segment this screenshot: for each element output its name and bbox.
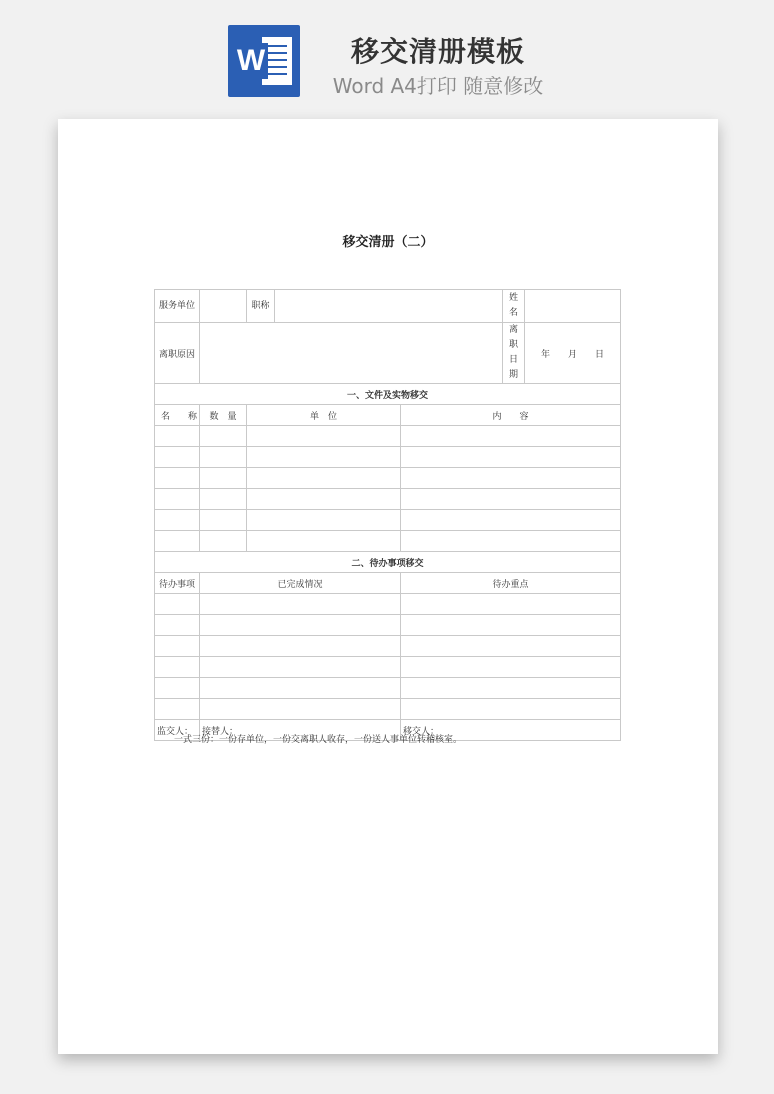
- unit-cell[interactable]: [247, 489, 401, 510]
- col-content-header: 内 容: [401, 405, 621, 426]
- banner-subtitle: Word A4打印 随意修改: [332, 74, 544, 98]
- focus-cell[interactable]: [401, 678, 621, 699]
- pending-cell[interactable]: [155, 657, 200, 678]
- content-cell[interactable]: [401, 447, 621, 468]
- focus-cell[interactable]: [401, 636, 621, 657]
- col-focus-header: 待办重点: [401, 573, 621, 594]
- name-cell[interactable]: [155, 468, 200, 489]
- table-row: [155, 657, 621, 678]
- table-row: [155, 678, 621, 699]
- date-value: 年 月 日: [525, 323, 621, 384]
- focus-cell[interactable]: [401, 699, 621, 720]
- document-title: 移交清册（二）: [342, 235, 434, 250]
- completed-cell[interactable]: [200, 678, 401, 699]
- position-field[interactable]: [275, 290, 503, 323]
- successor-label[interactable]: 接替人：: [200, 720, 401, 741]
- word-icon: [228, 25, 300, 97]
- unit-cell[interactable]: [247, 426, 401, 447]
- table-row: [155, 290, 621, 323]
- banner-title: 移交清册模板: [350, 35, 525, 68]
- table-row: [155, 510, 621, 531]
- col-quantity-header: 数 量: [200, 405, 247, 426]
- section2-title: 二、待办事项移交: [155, 552, 621, 573]
- word-icon-letter: W: [234, 43, 268, 79]
- table-row: [155, 636, 621, 657]
- unit-cell[interactable]: [247, 468, 401, 489]
- service-unit-label: 服务单位: [155, 290, 200, 323]
- table-row: [155, 699, 621, 720]
- table-row: [155, 384, 621, 405]
- quantity-cell[interactable]: [200, 489, 247, 510]
- pending-cell[interactable]: [155, 636, 200, 657]
- content-cell[interactable]: [401, 510, 621, 531]
- pending-cell[interactable]: [155, 678, 200, 699]
- focus-cell[interactable]: [401, 594, 621, 615]
- focus-cell[interactable]: [401, 615, 621, 636]
- content-cell[interactable]: [401, 531, 621, 552]
- name-cell[interactable]: [155, 447, 200, 468]
- supervisor-label[interactable]: 监交人：: [155, 720, 200, 741]
- col-completed-header: 已完成情况: [200, 573, 401, 594]
- completed-cell[interactable]: [200, 615, 401, 636]
- handover-form: [154, 289, 621, 741]
- position-label: 职称: [247, 290, 275, 323]
- table-row: [155, 468, 621, 489]
- transferor-label[interactable]: 移交人：: [401, 720, 621, 741]
- quantity-cell[interactable]: [200, 447, 247, 468]
- name-cell[interactable]: [155, 489, 200, 510]
- reason-label: 离职原因: [155, 323, 200, 384]
- table-row: [155, 531, 621, 552]
- table-row: [155, 489, 621, 510]
- unit-cell[interactable]: [247, 447, 401, 468]
- name-cell[interactable]: [155, 510, 200, 531]
- name-label: 姓名: [503, 290, 525, 323]
- table-row: [155, 447, 621, 468]
- section1-title: 一、文件及实物移交: [155, 384, 621, 405]
- content-cell[interactable]: [401, 426, 621, 447]
- table-row: [155, 405, 621, 426]
- service-unit-field[interactable]: [200, 290, 247, 323]
- col-pending-header: 待办事项: [155, 573, 200, 594]
- quantity-cell[interactable]: [200, 468, 247, 489]
- table-row: [155, 573, 621, 594]
- content-cell[interactable]: [401, 489, 621, 510]
- unit-cell[interactable]: [247, 531, 401, 552]
- date-label: 离职日期: [503, 323, 525, 384]
- document-page: [58, 119, 718, 1054]
- pending-cell[interactable]: [155, 615, 200, 636]
- table-row: [155, 426, 621, 447]
- pending-cell[interactable]: [155, 699, 200, 720]
- quantity-cell[interactable]: [200, 531, 247, 552]
- name-cell[interactable]: [155, 426, 200, 447]
- col-unit-header: 单 位: [247, 405, 401, 426]
- quantity-cell[interactable]: [200, 510, 247, 531]
- content-cell[interactable]: [401, 468, 621, 489]
- name-field[interactable]: [525, 290, 621, 323]
- completed-cell[interactable]: [200, 657, 401, 678]
- col-name-header: 名 称: [155, 405, 200, 426]
- table-row: [155, 615, 621, 636]
- completed-cell[interactable]: [200, 699, 401, 720]
- table-row: [155, 594, 621, 615]
- banner: [0, 0, 774, 110]
- unit-cell[interactable]: [247, 510, 401, 531]
- reason-field[interactable]: [200, 323, 503, 384]
- distribution-note: 一式三份：一份存单位，一份交离职人收存，一份送人事单位转稽核室。: [174, 735, 463, 745]
- focus-cell[interactable]: [401, 657, 621, 678]
- pending-cell[interactable]: [155, 594, 200, 615]
- table-row: [155, 552, 621, 573]
- quantity-cell[interactable]: [200, 426, 247, 447]
- completed-cell[interactable]: [200, 636, 401, 657]
- name-cell[interactable]: [155, 531, 200, 552]
- table-row: [155, 323, 621, 384]
- completed-cell[interactable]: [200, 594, 401, 615]
